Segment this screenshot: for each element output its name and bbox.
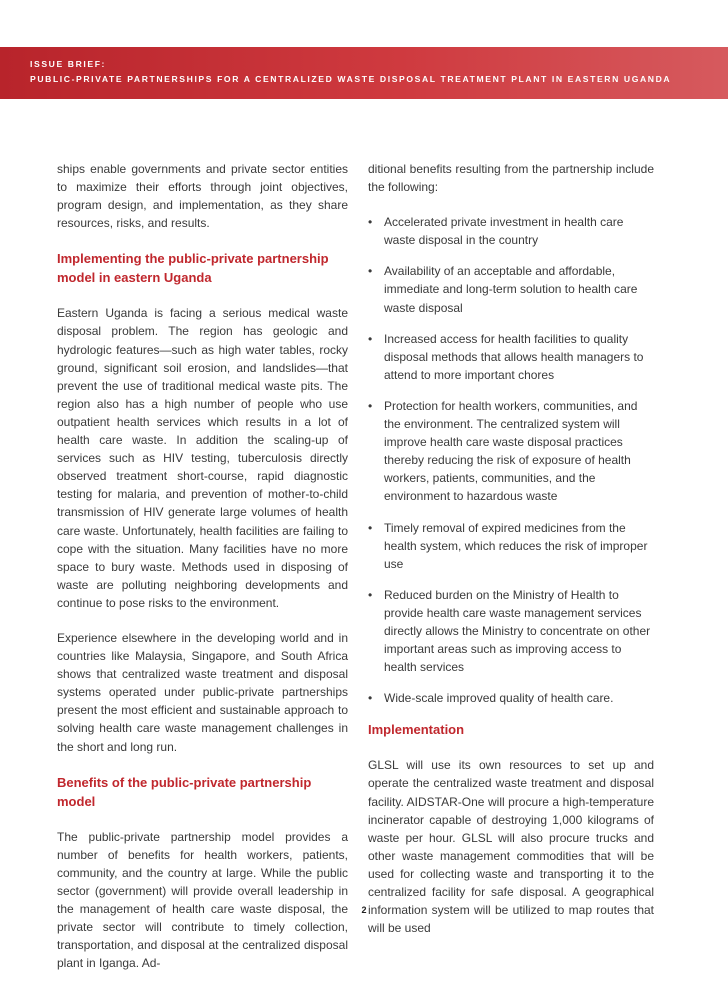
list-item-text: Increased access for health facilities to quality disposal methods that allows health managers to attend to more important chores [384, 331, 644, 382]
bullet-icon: • [368, 264, 373, 279]
list-item [368, 586, 654, 676]
list-item [368, 213, 654, 249]
bullet-icon: • [368, 331, 373, 346]
paragraph-additional-benefits: ditional benefits resulting from the partnership include the following: [368, 162, 654, 195]
paragraph-intro: ships enable governments and private sector entities to maximize their efforts through joint objectives, program design, and implementation, as they share resources, risks, and results. [57, 162, 348, 231]
paragraph-experience: Experience elsewhere in the developing world and in countries like Malaysia, Singapore, and South Africa shows that centralized waste treatment and disposal systems operated under public-private partnerships present the most efficient and sustainable approach to solving health care waste management challenges in the short and long run. [57, 630, 348, 754]
list-item-text: Protection for health workers, communities, and the environment. The centralized system will improve health care waste disposal practices thereby reducing the risk of exposure of health workers, patients, communities, and the environment to hazardous waste [384, 398, 638, 504]
heading-benefits: Benefits of the public-private partnership model [57, 774, 312, 809]
bullet-icon: • [368, 215, 373, 230]
issue-brief-label: ISSUE BRIEF: [30, 59, 107, 69]
list-item [368, 397, 654, 506]
benefits-list [368, 213, 654, 707]
list-item-text: Wide-scale improved quality of health care. [384, 691, 614, 706]
right-column [368, 160, 654, 954]
list-item-text: Availability of an acceptable and affordable, immediate and long-term solution to health care waste disposal [384, 264, 638, 315]
list-item [368, 519, 654, 573]
bullet-icon: • [368, 398, 373, 413]
list-item-text: Accelerated private investment in health care waste disposal in the country [384, 215, 624, 248]
bullet-icon: • [368, 691, 373, 706]
page-number: 2 [361, 905, 367, 915]
list-item [368, 330, 654, 384]
list-item-text: Timely removal of expired medicines from the health system, which reduces the risk of improper use [384, 520, 648, 571]
bullet-icon: • [368, 520, 373, 535]
header-banner [0, 47, 728, 99]
paragraph-benefits: The public-private partnership model provides a number of benefits for health workers, patients, community, and the country at large. While the public sector (government) will provide overall leadership in the management of health care waste disposal, the private sector will contribute to timely collection, transportation, and disposal at the centralized disposal plant in Iganga. Ad- [57, 829, 348, 971]
left-column [57, 160, 348, 989]
heading-implementation: Implementation [368, 722, 465, 738]
document-title: PUBLIC-PRIVATE PARTNERSHIPS FOR A CENTRALIZED WASTE DISPOSAL TREATMENT PLANT IN EASTERN UGANDA [30, 74, 672, 84]
paragraph-eastern-uganda: Eastern Uganda is facing a serious medical waste disposal problem. The region has geologic and hydrologic features—such as high water tables, rocky ground, significant soil erosion, and landslides—that prevent the use of traditional medical waste pits. The region also has a high number of people who use outpatient health services which results in a lot of health care waste. In addition the scaling-up of services such as HIV testing, tuberculosis directly observed treatment short-course, rapid diagnostic testing for malaria, and prevention of mother-to-child transmission of HIV generate large volumes of health care waste. Unfortunately, health facilities are failing to cope with the situation. Many facilities have no more space to bury waste. Methods used in disposing of waste are polluting neighboring developments and continue to pose risks to the environment. [57, 306, 348, 610]
list-item [368, 689, 654, 707]
list-item-text: Reduced burden on the Ministry of Health to provide health care waste management services directly allows the Ministry to concentrate on other important areas such as improving access to health services [384, 587, 651, 675]
list-item [368, 262, 654, 316]
bullet-icon: • [368, 587, 373, 602]
paragraph-implementation: GLSL will use its own resources to set up and operate the centralized waste treatment and disposal facility. AIDSTAR-One will procure a high-temperature incinerator capable of destroying 1,000 kilograms of waste per hour. GLSL will also procure trucks and other waste management commodities that will be used for collecting waste and transporting it to the centralized facility for safe disposal. A geographical information system will be utilized to map routes that will be used [368, 758, 654, 936]
heading-implementing-model: Implementing the public-private partnership model in eastern Uganda [57, 251, 329, 286]
